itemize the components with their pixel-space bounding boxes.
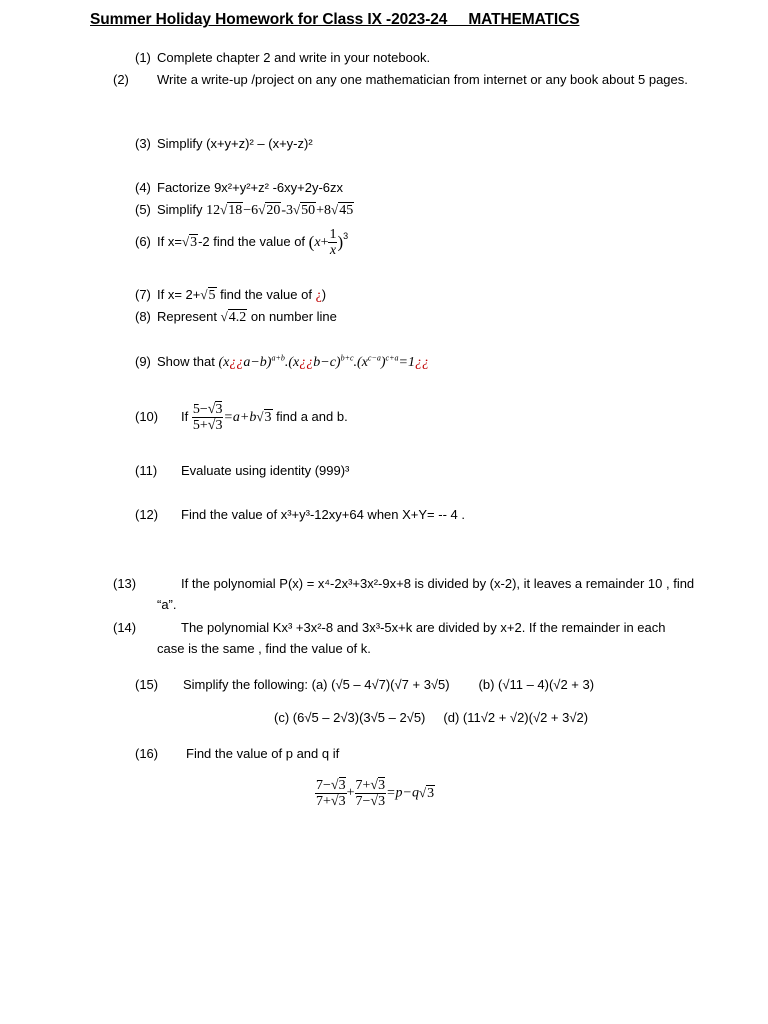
fraction	[355, 778, 387, 809]
denominator: 7−√3	[355, 794, 386, 809]
radical: √18	[220, 202, 243, 218]
exponent: a+b	[271, 353, 285, 363]
radicand: 3	[378, 778, 386, 793]
question-16	[135, 743, 339, 764]
question-number: (2)	[113, 72, 129, 87]
expr-part: =a+b	[223, 410, 257, 425]
exponent: b+c	[340, 353, 354, 363]
expr-part: .(x	[284, 355, 300, 370]
question-4	[135, 177, 343, 198]
radicand: 50	[301, 203, 316, 218]
question-7	[135, 284, 326, 306]
question-text: on number line	[250, 309, 337, 324]
question-tail: )	[321, 287, 327, 302]
question-number: (10)	[135, 409, 159, 424]
exponent: c+a	[385, 353, 399, 363]
question-number: (4)	[135, 180, 151, 195]
missing-glyph: ¿¿	[299, 355, 314, 370]
question-12	[135, 504, 465, 525]
radicand: 3	[378, 794, 386, 809]
question-6: (6) If x=√3-2 find the value of (x+ $\frac{1}{x}$ )$^3$	[135, 224, 348, 261]
expr-part: (x	[218, 355, 230, 370]
radicand: 3	[215, 402, 223, 418]
question-11	[135, 460, 349, 481]
exponent: c−a	[367, 353, 381, 363]
numerator: 5−√3	[192, 402, 223, 418]
question-text: Simplify (x+y+z)² – (x+y-z)²	[157, 136, 313, 151]
question-number: (3)	[135, 136, 151, 151]
question-5	[135, 199, 354, 221]
missing-glyph: ¿¿	[414, 355, 429, 370]
expr-part: .(x	[353, 355, 368, 370]
fraction	[315, 778, 347, 809]
question-number: (6)	[135, 234, 151, 249]
variable: x	[314, 235, 321, 250]
radicand: 5	[208, 288, 216, 303]
operator: +	[346, 785, 355, 801]
question-13	[113, 573, 695, 615]
question-prefix: Show that	[157, 354, 215, 369]
question-number: (9)	[135, 354, 151, 369]
question-number: (7)	[135, 287, 151, 302]
radicand: 3	[338, 778, 346, 793]
question-8	[135, 306, 337, 328]
math-expression	[206, 203, 354, 218]
question-body	[113, 617, 695, 659]
question-prefix: If	[181, 409, 189, 424]
denominator: x	[329, 243, 337, 259]
math-expression	[218, 355, 429, 370]
question-text: Simplify the following: (a) (√5 – 4√7)(√7 + 3√5) (b) (√11 – 4)(√2 + 3)	[183, 677, 595, 692]
missing-glyph: ¿¿	[229, 355, 244, 370]
question-text: find the value of	[220, 287, 312, 302]
question-number: (15)	[135, 677, 159, 692]
radical: √3	[181, 234, 198, 250]
question-text: If the polynomial P(x) = x⁴-2x³+3x²-9x+8 is divided by (x-2), it leaves a remainder 10 , find “a”.	[157, 576, 695, 612]
radical: √4.2	[220, 309, 247, 325]
expr-part: 7−	[355, 794, 371, 809]
expr-part: )	[380, 355, 386, 370]
question-text: The polynomial Kx³ +3x²-8 and 3x³-5x+k are divided by x+2. If the remainder in each case is the same , find the value of k.	[157, 620, 666, 656]
question-15-line-2: (c) (6√5 – 2√3)(3√5 – 2√5) (d) (11√2 + √2)(√2 + 3√2)	[274, 710, 589, 725]
radical: √5	[200, 287, 216, 303]
question-10	[135, 397, 348, 438]
question-number: (11)	[135, 463, 158, 478]
coefficient: +8	[316, 203, 332, 218]
question-number: (8)	[135, 309, 151, 324]
radical: √3	[419, 784, 435, 801]
exponent: 3	[343, 231, 349, 241]
numerator: 7+√3	[355, 778, 386, 793]
question-number: (14)	[113, 620, 137, 635]
question-prefix: If x= 2+	[157, 287, 201, 302]
page-title: Summer Holiday Homework for Class IX -2023-24 MATHEMATICS	[90, 11, 580, 28]
numerator: 1	[329, 227, 337, 243]
expr-part: =1	[398, 355, 415, 370]
question-text: -2 find the value of	[198, 234, 306, 249]
question-text: Find the value of x³+y³-12xy+64 when X+Y= -- 4 .	[181, 507, 465, 522]
question-text: Find the value of p and q if	[186, 746, 340, 761]
expr-part: b−c)	[313, 355, 341, 370]
radicand: 3	[215, 418, 223, 434]
question-text: find a and b.	[276, 409, 348, 424]
question-text: Complete chapter 2 and write in your notebook.	[157, 50, 431, 65]
question-text: Factorize 9x²+y²+z² -6xy+2y-6zx	[157, 180, 344, 195]
radicand: 20	[266, 203, 281, 218]
question-14	[113, 617, 695, 659]
operator: +	[320, 235, 329, 250]
radicand: 3	[264, 410, 272, 425]
numerator: 7−√3	[316, 778, 346, 793]
expr-part: 7+	[355, 778, 371, 793]
question-3	[135, 133, 313, 154]
denominator: 7+√3	[316, 794, 346, 809]
question-body	[113, 573, 695, 615]
question-text: Evaluate using identity (999)³	[181, 463, 350, 478]
question-prefix: Simplify	[157, 202, 203, 217]
fraction	[192, 402, 224, 433]
question-body	[113, 69, 695, 90]
coefficient: 12	[206, 203, 221, 218]
expr-part: 5+	[192, 418, 208, 434]
question-15	[135, 674, 594, 695]
question-number: (13)	[113, 576, 137, 591]
question-9	[135, 351, 429, 373]
expr-part: a−b)	[243, 355, 272, 370]
expr-part: =p−q	[386, 785, 419, 801]
radicand: 3	[427, 785, 435, 801]
radical: √50	[293, 202, 316, 218]
question-number: (12)	[135, 507, 159, 522]
question-1	[135, 47, 430, 68]
expr-part: 7−	[316, 778, 331, 793]
question-number: (5)	[135, 202, 151, 217]
coefficient: -3	[281, 203, 293, 218]
radicand: 4.2	[228, 310, 247, 325]
question-text: Write a write-up /project on any one mathematician from internet or any book about 5 pages.	[157, 72, 688, 87]
radicand: 45	[339, 203, 354, 218]
question-number: (1)	[135, 50, 151, 65]
question-number: (16)	[135, 746, 159, 761]
radical: √45	[331, 202, 354, 218]
radicand: 18	[228, 203, 243, 218]
radical: √20	[258, 202, 281, 218]
expr-part: 7+	[316, 794, 331, 809]
question-prefix: If x=	[157, 234, 182, 249]
denominator: 5+√3	[192, 418, 223, 434]
question-2	[113, 69, 695, 90]
equation-16	[315, 778, 435, 809]
radical: √3	[256, 409, 272, 425]
missing-glyph: ¿	[315, 288, 322, 303]
expr-part: 5−	[192, 402, 208, 418]
coefficient: −6	[243, 203, 259, 218]
radicand: 3	[190, 235, 198, 250]
question-prefix: Represent	[157, 309, 217, 324]
radicand: 3	[338, 794, 346, 809]
